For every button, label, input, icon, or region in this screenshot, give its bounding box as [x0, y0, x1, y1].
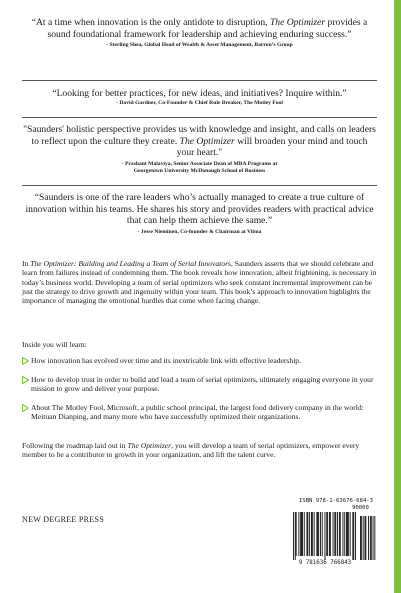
- ean-text: 9 781636 766843: [298, 560, 352, 566]
- divider-line: [22, 185, 377, 186]
- quote-text: “At a time when innovation is the only antidote to disruption, The Optimizer provides a sound foundational framework for leadership and achieving enduring success.”: [31, 17, 368, 40]
- quote-attribution: - Jesse Nieminen, Co-founder & Chairman at Viima: [137, 228, 262, 235]
- quote-text: “Looking for better practices, for new ideas, and initiatives? Inquire within.”: [52, 88, 347, 99]
- praise-quote-2: [22, 88, 377, 107]
- list-item-text: How to develop trust in order to build and lead a team of serial optimizers, ultimately engaging everyone in your mission to grow and deliver your purpose.: [31, 375, 374, 394]
- publisher-name: NEW DEGREE PRESS: [22, 515, 104, 524]
- triangle-bullet-icon: [22, 376, 29, 384]
- isbn-barcode: [290, 498, 382, 569]
- learn-heading: Inside you will learn:: [22, 340, 87, 349]
- praise-quote-4: [22, 192, 377, 236]
- quote-text: "Saunders' holistic perspective provides us with knowledge and insight, and calls on leaders to reflect upon the culture they create. The Optimizer will broaden your mind and touch your heart.": [23, 124, 376, 159]
- price-addon-text: 90000: [352, 505, 369, 511]
- intro-paragraph: In The Optimizer: Building and Leading a Team of Serial Innovators, Saunders asserts that we should celebrate and learn from failures instead of condemning them. The book reveals how innovation, albeit frightening, is necessary in today’s business world. Developing a team of serial optimizers who seek constant incremental improvement can be just the strategy to drive growth and ingenuity within your team. This book’s approach to innovation highlights the importance of managing the emotional hurdles that come when facing change.: [22, 259, 377, 306]
- isbn-text: ISBN 978-1-63676-684-3: [298, 498, 374, 504]
- triangle-bullet-icon: [22, 357, 29, 365]
- outro-paragraph: Following the roadmap laid out in The Optimizer, you will develop a team of serial optimizers, empower every member to be a contributor to growth in your organization, and lift the talent curve.: [22, 441, 360, 460]
- list-item-text: How innovation has evolved over time and its inextricable link with effective leadership.: [31, 356, 301, 365]
- divider-line: [22, 80, 377, 81]
- quote-attribution: - Sterling Shea, Global Head of Wealth & Asset Management, Barron’s Group: [106, 42, 293, 49]
- divider-line: [22, 117, 377, 118]
- barcode-bars: [293, 512, 379, 560]
- quote-attribution: - David Gardner, Co-Founder & Chief Rule Breaker, The Motley Fool: [116, 99, 283, 106]
- edge-stripe: [394, 0, 401, 593]
- praise-quote-3: [22, 124, 377, 175]
- quote-attribution: - Prashant Malaviya, Senior Associate Dean of MBA Programs at Georgetown University McDonough School of Business: [121, 160, 278, 174]
- quote-text: “Saunders is one of the rare leaders who’s actually managed to create a true culture of innovation within his teams. He shares his story and provides readers with practical advice that can help them achieve the same.”: [25, 192, 374, 227]
- list-item-text: About The Motley Fool, Microsoft, a public school principal, the largest food delivery company in the world: Meituan Dianping, and many more who have successfully optimized their organizations.: [31, 403, 364, 422]
- triangle-bullet-icon: [22, 404, 29, 412]
- praise-quote-1: [22, 17, 377, 49]
